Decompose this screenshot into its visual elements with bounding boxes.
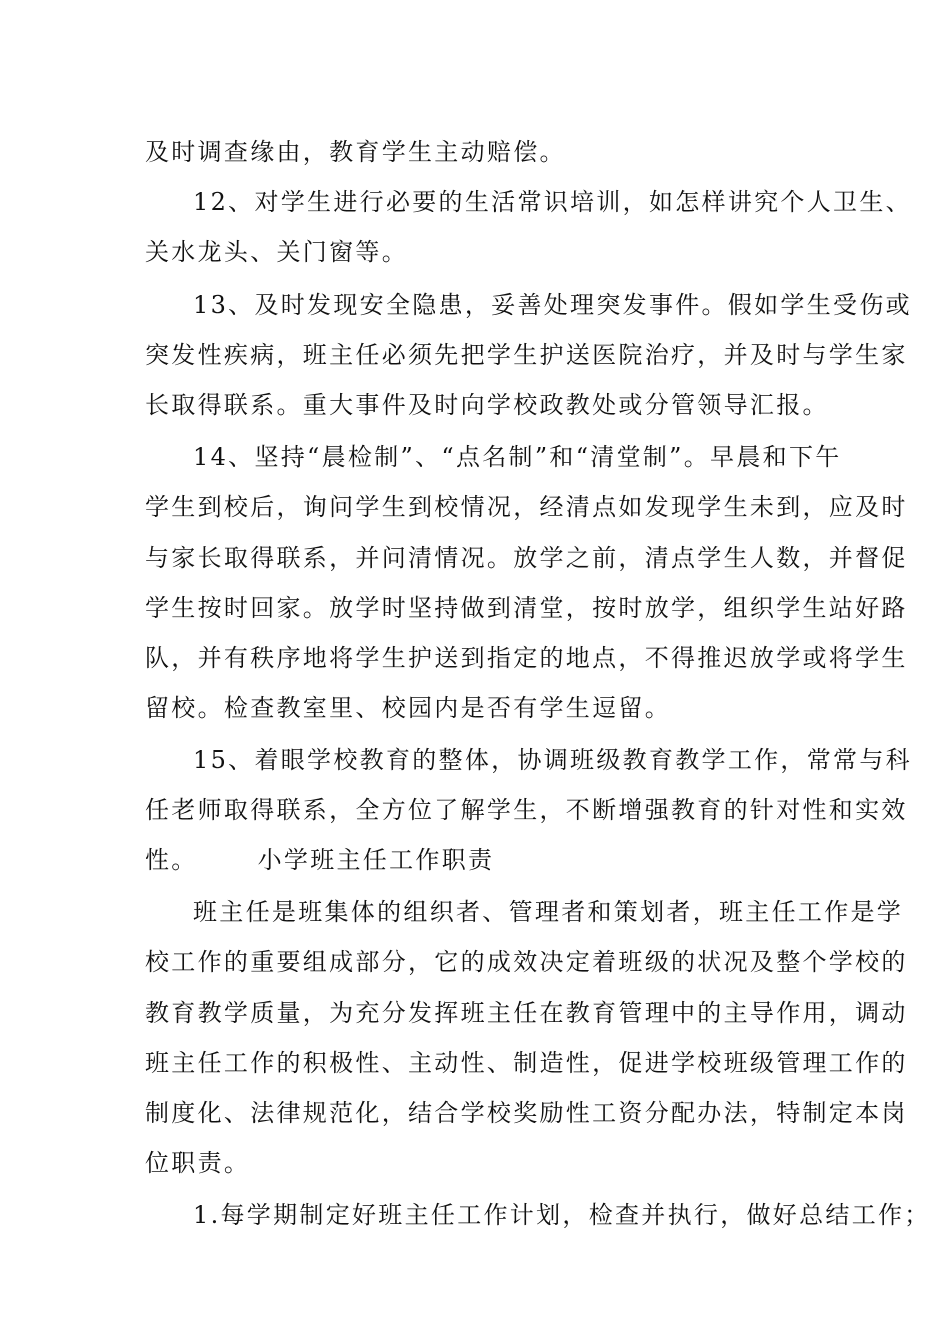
text-line: 任老师取得联系，全方位了解学生，不断增强教育的针对性和实效: [145, 796, 908, 824]
text-line: 与家长取得联系，并问清情况。放学之前，清点学生人数，并督促: [145, 544, 908, 572]
text-line: [145, 845, 825, 875]
text-fragment: 性。: [145, 846, 198, 874]
text-line: 留校。检查教室里、校园内是否有学生逗留。: [145, 694, 671, 722]
text-line: 队，并有秩序地将学生护送到指定的地点，不得推迟放学或将学生: [145, 644, 908, 672]
text-line: 制度化、法律规范化，结合学校奖励性工资分配办法，特制定本岗: [145, 1099, 908, 1127]
text-line: 13、及时发现安全隐患，妥善处理突发事件。假如学生受伤或: [193, 291, 912, 319]
text-line: 14、坚持“晨检制”、“点名制”和“清堂制”。早晨和下午: [193, 443, 842, 471]
text-line: 12、对学生进行必要的生活常识培训，如怎样讲究个人卫生、: [193, 188, 912, 216]
text-line: 校工作的重要组成部分，它的成效决定着班级的状况及整个学校的: [145, 948, 908, 976]
text-line: 班主任是班集体的组织者、管理者和策划者，班主任工作是学: [193, 898, 904, 926]
text-line: 学生按时回家。放学时坚持做到清堂，按时放学，组织学生站好路: [145, 594, 908, 622]
text-line: 教育教学质量，为充分发挥班主任在教育管理中的主导作用，调动: [145, 999, 908, 1027]
text-line: 学生到校后，询问学生到校情况，经清点如发现学生未到，应及时: [145, 493, 908, 521]
text-line: 班主任工作的积极性、主动性、制造性，促进学校班级管理工作的: [145, 1049, 908, 1077]
text-line: 长取得联系。重大事件及时向学校政教处或分管领导汇报。: [145, 391, 829, 419]
text-line: 关水龙头、关门窗等。: [145, 238, 408, 266]
text-line: 1.每学期制定好班主任工作计划，检查并执行，做好总结工作；: [193, 1201, 931, 1229]
section-title: 小学班主任工作职责: [257, 846, 495, 874]
text-line: 及时调查缘由，教育学生主动赔偿。: [145, 138, 566, 166]
text-line: 15、着眼学校教育的整体，协调班级教育教学工作，常常与科: [193, 746, 912, 774]
text-line: 位职责。: [145, 1149, 251, 1177]
text-line: 突发性疾病，班主任必须先把学生护送医院治疗，并及时与学生家: [145, 341, 908, 369]
